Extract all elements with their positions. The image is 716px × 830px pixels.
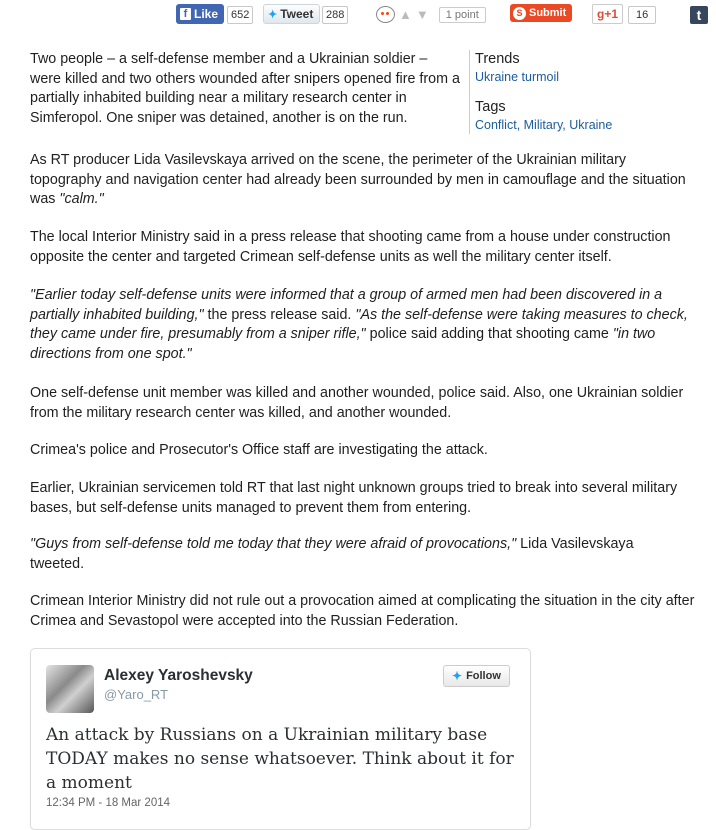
tags-heading: Tags: [475, 99, 506, 115]
tag-separator: ,: [562, 118, 570, 132]
reddit-alien-icon[interactable]: [376, 6, 395, 23]
share-bar: [0, 4, 716, 26]
google-plus-icon: g: [597, 7, 605, 21]
article-paragraph-6: Crimea's police and Prosecutor's Office staff are investigating the attack.: [30, 442, 488, 458]
text: Lida Vasilevskaya tweeted.: [30, 536, 634, 572]
tweet-timestamp[interactable]: 12:34 PM - 18 Mar 2014: [46, 797, 171, 809]
quote: "As the self-defense were taking measures to check, they came under fire, presumably from a sniper rifle,": [30, 306, 688, 342]
tag-link-military[interactable]: Military: [523, 118, 563, 132]
facebook-like-button[interactable]: [176, 4, 224, 24]
text: police said adding that shooting came: [365, 326, 613, 342]
article-paragraph-5: One self-defense unit member was killed and another wounded, police said. Also, one Ukrainian soldier from the military research center was killed, and another wounded.: [30, 385, 684, 421]
tweet-author-handle[interactable]: @Yaro_RT: [104, 687, 169, 702]
tag-separator: ,: [516, 118, 524, 132]
quote: "Earlier today self-defense units were informed that a group of armed men had been discovered in a partially inhabited building,": [30, 287, 663, 323]
reddit-widget: [376, 6, 486, 23]
article-paragraph-8: [30, 535, 690, 574]
article-sidebar: [469, 50, 675, 134]
twitter-bird-icon: ✦: [452, 669, 463, 683]
article-paragraph-7: Earlier, Ukrainian servicemen told RT that last night unknown groups tried to break into several military bases, but self-defense units managed to prevent them from entering.: [30, 480, 678, 516]
embedded-tweet: [30, 648, 531, 830]
downvote-arrow-icon[interactable]: ▼: [415, 7, 429, 22]
follow-button[interactable]: [443, 665, 510, 687]
upvote-arrow-icon[interactable]: ▲: [399, 7, 412, 22]
twitter-bird-icon: ✦: [268, 8, 278, 21]
reddit-points: 1 point: [439, 7, 486, 23]
facebook-like-label: Like: [194, 7, 219, 21]
tweet-label: Tweet: [280, 7, 314, 21]
article-paragraph-4: [30, 286, 705, 364]
follow-label: Follow: [466, 670, 501, 682]
google-plus-count: 16: [628, 6, 656, 24]
facebook-icon: f: [180, 8, 191, 20]
stumbleupon-icon: S: [513, 7, 526, 20]
article-paragraph-9: Crimean Interior Ministry did not rule out a provocation aimed at complicating the situation in the city after Crimea and Sevastopol were accepted into the Russian Federation.: [30, 593, 695, 629]
text: the press release said.: [203, 306, 356, 323]
tag-list: [475, 116, 675, 134]
stumbleupon-submit-button[interactable]: [510, 4, 572, 22]
article-paragraph-2: [30, 151, 690, 210]
quote: "calm.": [59, 191, 104, 207]
quote: "in two directions from one spot.": [30, 326, 656, 362]
tag-link-conflict[interactable]: Conflict: [475, 118, 517, 132]
avatar[interactable]: [46, 665, 94, 713]
quote: "Guys from self-defense told me today that they were afraid of provocations,": [30, 536, 517, 552]
tweet-count: 288: [322, 6, 348, 24]
google-plus-label: +1: [604, 7, 619, 21]
google-plus-button[interactable]: [592, 4, 623, 24]
tumblr-button[interactable]: [690, 6, 708, 24]
trends-heading: Trends: [475, 51, 520, 67]
tumblr-icon: t: [696, 7, 702, 23]
facebook-like-count: 652: [227, 6, 253, 24]
tweet-button[interactable]: [263, 4, 320, 24]
tweet-text: An attack by Russians on a Ukrainian military base TODAY makes no sense whatsoever. Think about it for a moment: [46, 725, 514, 793]
trend-link-ukraine-turmoil[interactable]: Ukraine turmoil: [475, 70, 560, 84]
tag-link-ukraine[interactable]: Ukraine: [569, 118, 613, 132]
article-paragraph-1: Two people – a self-defense member and a Ukrainian soldier – were killed and two others wounded after snipers opened fire from a partially inhabited building near a military research center in Simferopol. One sniper was detained, another is on the run.: [30, 51, 460, 126]
text: As RT producer Lida Vasilevskaya arrived on the scene, the perimeter of the Ukrainian military topography and navigation center had already been surrounded by men in camouflage and the situation was: [30, 152, 686, 207]
stumbleupon-label: Submit: [529, 7, 567, 19]
article-paragraph-3: The local Interior Ministry said in a press release that shooting came from a house under construction opposite the center and targeted Crimean self-defense units as well the military center itself.: [30, 229, 671, 265]
tweet-author-name[interactable]: Alexey Yaroshevsky: [104, 667, 253, 684]
